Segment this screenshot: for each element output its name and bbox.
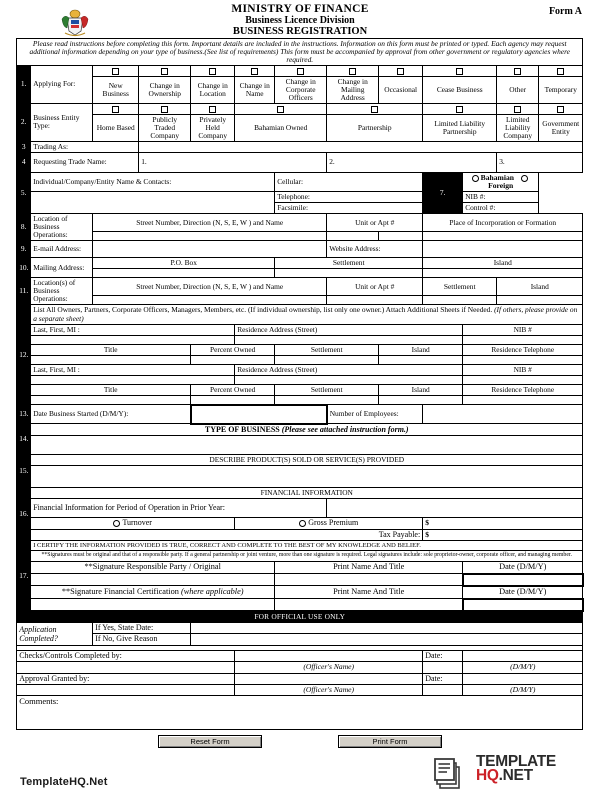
section-8-inputs [17,232,583,241]
checkbox-limited-liability-partnership[interactable] [423,103,497,114]
percent-owned-header-2: Percent Owned [191,385,275,396]
facsimile-label: Facsimile: [275,203,423,214]
logo-line-2 [476,769,556,783]
signature-2-label-plain: **Signature Financial Certification [61,587,181,597]
approval-caption-row [17,685,583,696]
owner-nib-header-1: NIB # [463,325,583,336]
mailing-address-label: Mailing Address: [31,258,93,278]
section-5-number: 5. [17,172,31,213]
checkbox-limited-liability-company[interactable] [497,103,539,114]
gross-premium-label: Gross Premium [308,518,359,528]
unit-apt-input-8b[interactable] [379,232,423,241]
unit-apt-header-8: Unit or Apt # [327,214,423,232]
print-name-title-2: Print Name And Title [275,586,463,599]
owner-2-island-input[interactable] [379,396,463,405]
owner-2-input-row-a [17,376,583,385]
section-16-period-row [17,499,583,518]
signature-2-input-row [17,599,583,611]
print-name-title-1: Print Name And Title [275,561,463,573]
trade-name-2-input[interactable]: 2. [327,152,497,172]
section-13-number: 13. [17,405,31,424]
unit-apt-input-11[interactable] [327,296,423,305]
cellular-label: Cellular: [275,172,423,191]
section-10-number: 10. [17,258,31,278]
signature-1-label: **Signature Responsible Party / Original [31,561,275,573]
label-change-in-name: Change in Name [235,76,275,103]
section-16-tax-row [17,529,583,541]
dmy-caption-2: (D/M/Y) [463,685,583,696]
owner-1-title-input[interactable] [31,356,191,365]
checkbox-other[interactable] [497,65,539,76]
checkbox-partnership[interactable] [327,103,423,114]
street-input-8[interactable] [93,232,327,241]
street-input-11[interactable] [93,296,327,305]
section-15-input-row [17,466,583,488]
certification-statement: I CERTIFY THE INFORMATION PROVIDED IS TRUE, CORRECT AND COMPLETE TO THE BEST OF MY KNOWLEDGE AND BELIEF. [31,541,583,551]
settlement-input-11[interactable] [423,296,497,305]
owner-1-header-row-b [17,345,583,356]
section-14-input-row [17,436,583,455]
section-14-number: 14. [17,424,31,455]
business-registration-table [16,38,584,730]
unit-apt-header-11: Unit or Apt # [327,278,423,296]
island-input-11[interactable] [497,296,583,305]
approval-officer-input[interactable] [235,673,423,685]
website-label: Website Address: [327,241,423,258]
owner-2-title-input[interactable] [31,396,191,405]
entity-name-input[interactable] [31,192,275,214]
type-of-business-label: TYPE OF BUSINESS [204,424,282,434]
label-cease-business: Cease Business [423,76,497,103]
label-occasional: Occasional [379,76,423,103]
approval-blank-cell [17,685,235,696]
island-input-10[interactable] [423,269,583,278]
owner-2-nib-input[interactable] [463,376,583,385]
section-5-row-1 [17,172,583,191]
place-of-incorporation-input[interactable] [423,232,583,241]
if-yes-input[interactable] [191,622,583,634]
section-12-heading-plain: List All Owners, Partners, Corporate Officers, Managers, Members, etc. (If individual ownership, list only one owner.) Attach Additional Sheets if Needed. [33,305,495,315]
section-2-labels [17,114,583,141]
section-11-number: 11. [17,278,31,305]
section-15-heading-row [17,455,583,466]
settlement-input-10[interactable] [275,269,423,278]
label-new-business: New Business [93,76,139,103]
trade-name-3-input[interactable]: 3. [497,152,583,172]
section-1-number: 1. [17,65,31,103]
label-government-entity: Government Entity [539,114,583,141]
owner-1-nib-input[interactable] [463,336,583,345]
comments-field[interactable] [17,696,583,730]
section-5-row-2 [17,192,583,203]
tax-payable-label: Tax Payable: [31,529,423,541]
label-bahamian-owned: Bahamian Owned [235,114,327,141]
currency-symbol-tax: $ [425,530,429,540]
print-form-button[interactable]: Print Form [338,735,442,748]
section-4-row [17,152,583,172]
type-of-business-input[interactable] [31,436,583,455]
owner-name-header-2: Last, First, MI : [31,365,235,376]
section-10-headers [17,258,583,269]
checkbox-occasional[interactable] [379,65,423,76]
print-name-2-input[interactable] [275,599,463,611]
application-completed-label: Application Completed? [17,622,93,645]
label-temporary: Temporary [539,76,583,103]
comments-label: Comments: [19,696,59,707]
section-14-heading-row [17,424,583,436]
if-yes-label: If Yes, State Date: [93,622,191,634]
reset-form-button[interactable]: Reset Form [158,735,262,748]
section-11-headers [17,278,583,296]
section-12-number: 12. [17,305,31,405]
page-footer [0,752,600,794]
approval-granted-row [17,673,583,685]
label-limited-liability-partnership: Limited Liability Partnership [423,114,497,141]
owner-2-address-input[interactable] [235,376,463,385]
settlement-header-12a: Settlement [275,345,379,356]
form-header [0,0,600,38]
date-started-label: Date Business Started (D/M/Y): [31,405,191,424]
date-label-1: Date: [423,650,463,662]
street-header-8: Street Number, Direction (N, S, E, W ) and Name [93,214,327,232]
section-3-number: 3 [17,141,31,152]
checkbox-cease-business[interactable] [423,65,497,76]
island-header-12a: Island [379,345,463,356]
telephone-label: Telephone: [275,192,423,203]
label-limited-liability-company: Limited Liability Company [497,114,539,141]
checkbox-temporary[interactable] [539,65,583,76]
signature-2-label [31,586,275,599]
section-1-label: Applying For: [31,65,93,103]
title-header-2: Title [31,385,191,396]
section-2-label: Business Entity Type: [31,103,93,141]
owner-2-input-row-b [17,396,583,405]
section-8-number: 8. [17,214,31,241]
owner-1-address-input[interactable] [235,336,463,345]
checkbox-new-business[interactable] [93,65,139,76]
signature-2-label-italic: (where applicable) [180,587,244,597]
logo-wordmark [476,755,556,784]
owner-2-phone-input[interactable] [463,396,583,405]
section-10-inputs [17,269,583,278]
form-code: Form A [548,6,582,17]
official-use-banner: FOR OFFICIAL USE ONLY [17,611,583,622]
owner-2-percent-input[interactable] [191,396,275,405]
date-label-2: Date: [423,673,463,685]
label-partnership: Partnership [327,114,423,141]
date-1-input[interactable] [463,574,583,586]
checkbox-change-in-name[interactable] [235,65,275,76]
owner-name-header-1: Last, First, MI : [31,325,235,336]
if-no-label: If No, Give Reason [93,634,191,646]
owner-1-phone-input[interactable] [463,356,583,365]
street-header-11: Street Number, Direction (N, S, E, W ) and Name [93,278,327,296]
describe-products-input[interactable] [31,466,583,488]
section-14-heading [31,424,583,436]
email-label: E-mail Address: [31,241,93,258]
financial-period-label: Financial Information for Period of Operation in Prior Year: [31,499,327,518]
officer-name-caption-2: (Officer's Name) [235,685,423,696]
owner-2-name-input[interactable] [31,376,235,385]
label-privately-held-company: Privately Held Company [191,114,235,141]
date-header-2: Date (D/M/Y) [463,586,583,599]
dmy-caption-1: (D/M/Y) [463,662,583,673]
section-4-label: Requesting Trade Name: [31,152,139,172]
section-8-label: Location of Business Operations: [31,214,93,241]
checkbox-change-in-location[interactable] [191,65,235,76]
financial-information-heading: FINANCIAL INFORMATION [31,488,583,499]
section-2-checkboxes [17,103,583,114]
percent-owned-header-1: Percent Owned [191,345,275,356]
checks-controls-row [17,650,583,662]
print-name-1-input[interactable] [275,574,463,586]
officer-name-caption-1: (Officer's Name) [235,662,423,673]
signature-note: **Signatures must be original and that of a responsible party. If a general partnership or joint venture, more than one signature is required. Legal signatures include: sole proprietor-owner, corporate officer, and managing member. [31,551,583,561]
templatehq-logo [434,754,584,790]
section-16-heading-row [17,488,583,499]
signature-2-input[interactable] [31,599,275,611]
application-completed-no-row [17,634,583,646]
nib-number-field[interactable]: NIB #: [463,192,539,203]
checks-controls-officer-input[interactable] [235,650,423,662]
ministry-title: MINISTRY OF FINANCE [231,3,369,15]
section-3-label: Trading As: [31,141,139,152]
locations-label: Location(s) of Business Operations: [31,278,93,305]
turnover-label: Turnover [122,518,152,528]
logo-hq: HQ [476,767,499,785]
website-input[interactable] [423,241,583,258]
island-header-11: Island [497,278,583,296]
if-no-input[interactable] [191,634,583,646]
checkbox-change-in-ownership[interactable] [139,65,191,76]
owner-1-island-input[interactable] [379,356,463,365]
signature-2-header-row [17,586,583,599]
comments-row [17,696,583,730]
checks-blank-cell [17,662,235,673]
checks-caption-row [17,662,583,673]
po-box-input[interactable] [93,269,275,278]
island-header-12b: Island [379,385,463,396]
radio-turnover[interactable] [31,518,235,530]
radio-gross-premium[interactable] [235,518,423,530]
place-of-incorporation-header: Place of Incorporation or Formation [423,214,583,232]
describe-products-heading: DESCRIBE PRODUCT(S) SOLD OR SERVICE(S) PROVIDED [31,455,583,466]
date-started-input[interactable] [191,405,327,424]
section-9-number: 9. [17,241,31,258]
trade-name-1-input[interactable]: 1. [139,152,327,172]
checks-date-blank [423,662,463,673]
label-change-in-ownership: Change in Ownership [139,76,191,103]
approval-date-input[interactable] [463,673,583,685]
section-3-row [17,141,583,152]
label-change-in-location: Change in Location [191,76,235,103]
application-completed-yes-row [17,622,583,634]
label-other: Other [497,76,539,103]
trading-as-input[interactable] [139,141,583,152]
control-number-field[interactable]: Control #: [463,203,539,214]
section-13-row [17,405,583,424]
owner-1-settlement-input[interactable] [275,356,379,365]
checkbox-government-entity[interactable] [539,103,583,114]
settlement-header-12b: Settlement [275,385,379,396]
residence-telephone-header-2: Residence Telephone [463,385,583,396]
checkbox-publicly-traded-company[interactable] [139,103,191,114]
official-use-banner-row [17,611,583,622]
checkbox-change-in-corporate-officers[interactable] [275,65,327,76]
island-header-10: Island [423,258,583,269]
financial-amount-input[interactable] [423,518,583,530]
owner-address-header-1: Residence Address (Street) [235,325,463,336]
unit-apt-input-8a[interactable] [327,232,379,241]
owner-address-header-2: Residence Address (Street) [235,365,463,376]
owner-2-header-row [17,365,583,376]
nationality-options [463,172,539,191]
title-header-1: Title [31,345,191,356]
signature-1-input[interactable] [31,574,275,586]
signature-1-header-row [17,561,583,573]
section-7-number: 7. [423,172,463,213]
checks-date-input[interactable] [463,650,583,662]
type-of-business-note: (Please see attached instruction form.) [281,424,409,434]
instructions-text: Please read instructions before completing this form. Important details are included in the instructions. Information on this form must be printed or typed. Each agency may request additional information depending on your type of business.(See list of requirements) This form must be accompanied by approval from other government or regulatory agencies where required. [17,39,583,66]
date-2-input[interactable] [463,599,583,611]
approval-date-blank [423,685,463,696]
radio-foreign[interactable]: Foreign [488,173,530,190]
date-header-1: Date (D/M/Y) [463,561,583,573]
settlement-header-10: Settlement [275,258,423,269]
checkbox-privately-held-company[interactable] [191,103,235,114]
email-input[interactable] [93,241,327,258]
owner-1-input-row-b [17,356,583,365]
po-box-header: P.O. Box [93,258,275,269]
section-16-number: 16. [17,488,31,541]
signature-1-input-row [17,574,583,586]
radio-bahamian[interactable]: Bahamian [472,173,514,182]
section-12-heading-italic: (If others, please provide on a separate sheet) [33,305,578,323]
number-employees-input[interactable] [423,405,583,424]
owner-2-settlement-input[interactable] [275,396,379,405]
label-home-based: Home Based [93,114,139,141]
section-7-assessment-row [17,214,583,232]
checks-controls-label: Checks/Controls Completed by: [17,650,235,662]
tax-payable-input[interactable] [423,529,583,541]
owner-2-header-row-b [17,385,583,396]
logo-line-1: TEMPLATE [476,753,556,770]
form-action-buttons [0,735,600,751]
label-publicly-traded-company: Publicly Traded Company [139,114,191,141]
section-17-number: 17. [17,541,31,611]
number-employees-label: Number of Employees: [327,405,423,424]
form-title: BUSINESS REGISTRATION [232,26,368,37]
settlement-header-11: Settlement [423,278,497,296]
label-change-in-corporate-officers: Change in Corporate Officers [275,76,327,103]
currency-symbol-amount: $ [425,518,429,528]
section-1-checkboxes [17,65,583,76]
owner-1-input-row-a [17,336,583,345]
owner-nib-header-2: NIB # [463,365,583,376]
section-2-number: 2. [17,103,31,141]
owner-1-percent-input[interactable] [191,356,275,365]
section-12-heading-row [17,305,583,325]
section-4-number: 4 [17,152,31,172]
checkbox-home-based[interactable] [93,103,139,114]
financial-period-input[interactable] [327,499,583,518]
section-17-note-row [17,551,583,561]
section-9-row [17,241,583,258]
instructions-row [17,39,583,66]
logo-net: .NET [498,767,533,785]
section-15-number: 15. [17,455,31,488]
owner-1-header-row [17,325,583,336]
residence-telephone-header-1: Residence Telephone [463,345,583,356]
section-17-certify-row [17,541,583,551]
section-11-inputs [17,296,583,305]
division-title: Business Licence Division [245,15,355,26]
owner-1-name-input[interactable] [31,336,235,345]
coat-of-arms-icon [58,5,92,39]
site-watermark: TemplateHQ.Net [20,776,108,788]
section-16-turnover-row [17,518,583,530]
section-1-labels [17,76,583,103]
approval-granted-label: Approval Granted by: [17,673,235,685]
section-5-label: Individual/Company/Entity Name & Contacts: [31,172,275,191]
checkbox-bahamian-owned[interactable] [235,103,327,114]
label-change-in-mailing-address: Change in Mailing Address [327,76,379,103]
document-stack-icon [434,758,470,790]
section-12-heading [31,305,583,325]
checkbox-change-in-mailing-address[interactable] [327,65,379,76]
